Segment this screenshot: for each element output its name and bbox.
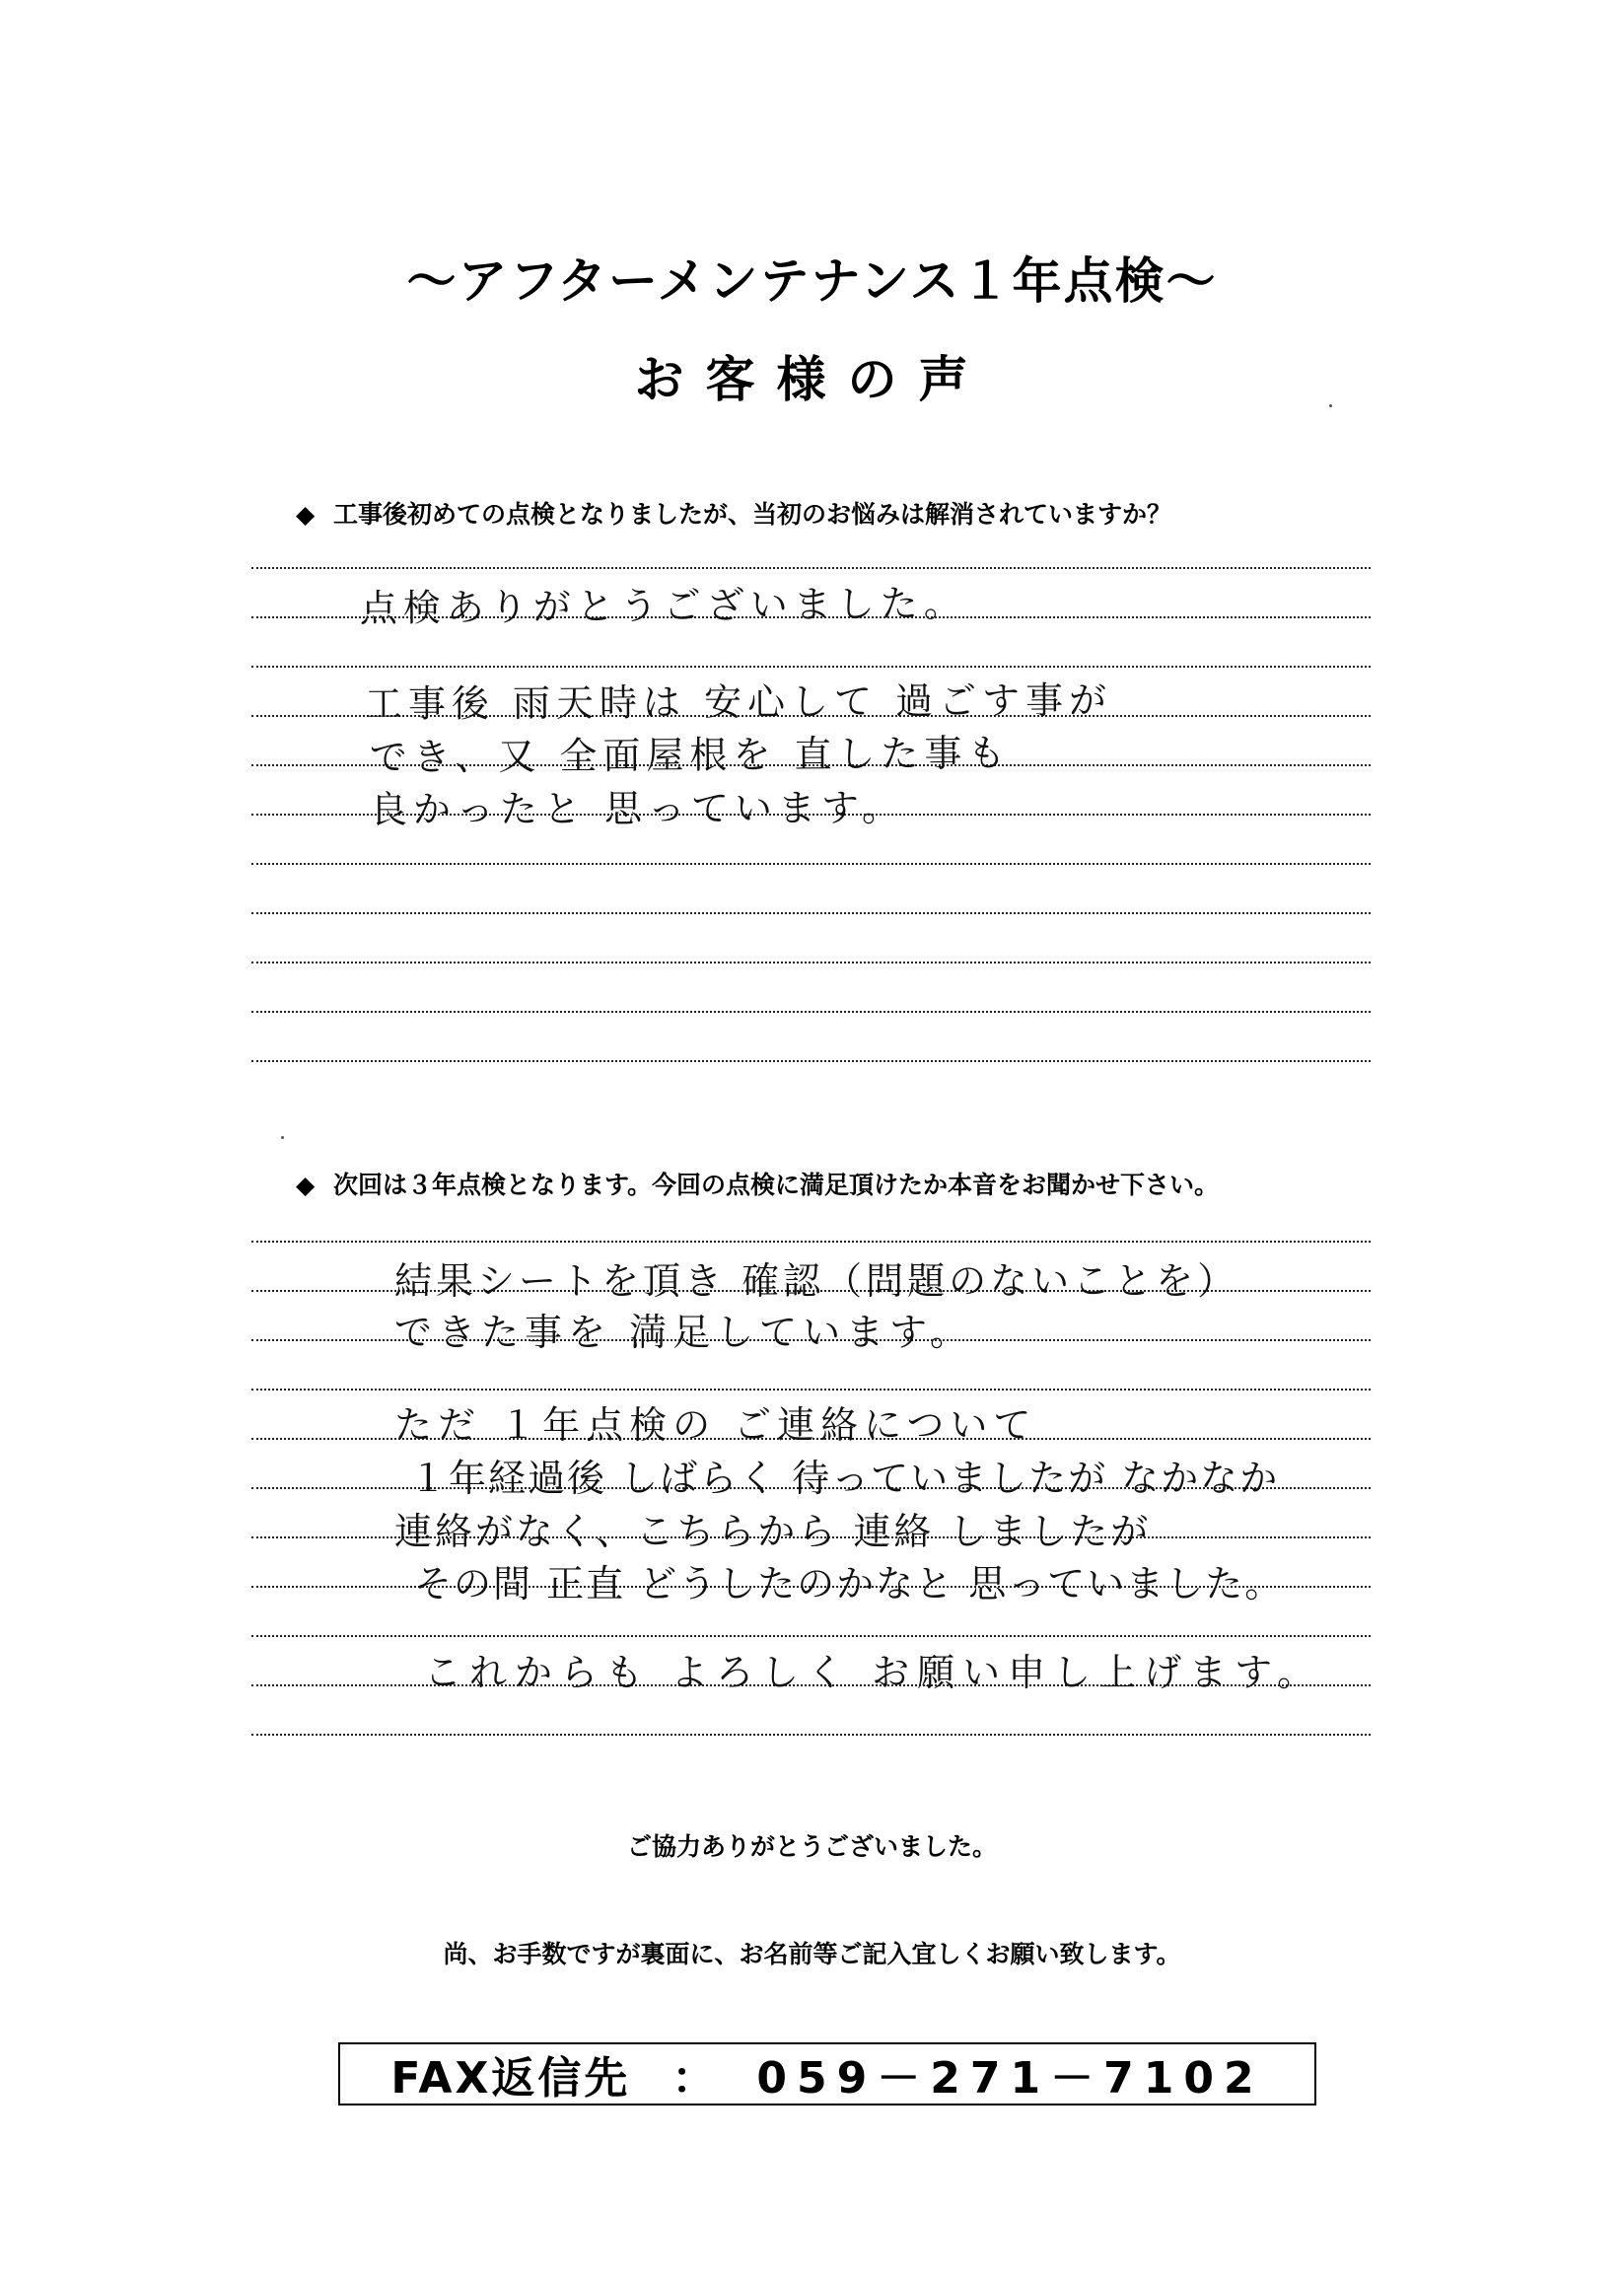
answer-2-line-7: これからも よろしく お願い申し上げます。 bbox=[424, 1651, 1323, 1694]
instruction-note: 尚、お手数ですが裏面に、お名前等ご記入宜しくお願い致します。 bbox=[443, 1940, 1181, 1968]
ruled-line bbox=[251, 666, 1371, 668]
answer-1-line-2: 工事後 雨天時は 安心して 過ごす事が bbox=[364, 678, 1113, 726]
form-subtitle: お客様の声 bbox=[634, 351, 990, 408]
form-title: 〜アフターメンテナンス１年点検〜 bbox=[406, 252, 1218, 310]
answer-1-line-4: 良かったと 思っています。 bbox=[369, 786, 906, 831]
fax-label: FAX返信先 bbox=[390, 2053, 631, 2104]
diamond-bullet-icon: ◆ bbox=[296, 500, 316, 529]
answer-2-line-5: 連絡がなく、こちらから 連絡 しましたが bbox=[394, 1510, 1152, 1553]
fax-separator: ： bbox=[671, 2053, 716, 2104]
ruled-line bbox=[251, 1389, 1371, 1391]
ruled-line bbox=[251, 567, 1371, 569]
ruled-line bbox=[251, 912, 1371, 914]
question-2-text: 次回は３年点検となります。今回の点検に満足頂けたか本音をお聞かせ下さい。 bbox=[333, 1171, 1220, 1199]
question-2 bbox=[296, 1166, 1219, 1201]
answer-2-line-3: ただ １年点検の ご連絡について bbox=[394, 1403, 1037, 1447]
ruled-line bbox=[251, 1635, 1371, 1637]
ruled-line bbox=[251, 1011, 1371, 1013]
question-1-text: 工事後初めての点検となりましたが、当初のお悩みは解消されていますか？ bbox=[333, 500, 1172, 529]
ruled-line bbox=[251, 1734, 1371, 1736]
scan-speck bbox=[1329, 404, 1332, 407]
answer-1-line-1: 点検ありがとうございました。 bbox=[359, 581, 967, 631]
answer-2-line-1: 結果シートを頂き 確認（問題のないことを） bbox=[394, 1259, 1239, 1303]
ruled-line bbox=[251, 1241, 1371, 1243]
fax-return-box bbox=[338, 2042, 1316, 2105]
question-1 bbox=[296, 495, 1171, 531]
scan-speck bbox=[281, 1136, 284, 1139]
fax-number: 059－271－7102 bbox=[756, 2053, 1264, 2104]
answer-1-line-3: でき、又 全面屋根を 直した事も bbox=[369, 731, 1012, 780]
thanks-message: ご協力ありがとうございました。 bbox=[626, 1832, 997, 1861]
diamond-bullet-icon: ◆ bbox=[296, 1171, 316, 1199]
answer-2-line-6: その間 正直 どうしたのかなと 思っていました。 bbox=[414, 1562, 1285, 1605]
answer-2-line-4: １年経過後 しばらく 待っていましたが なかなか bbox=[409, 1457, 1280, 1500]
answer-2-line-2: できた事を 満足しています。 bbox=[394, 1311, 974, 1354]
answer-1-lines bbox=[251, 567, 1371, 1119]
ruled-line bbox=[251, 1060, 1371, 1062]
ruled-line bbox=[251, 863, 1371, 865]
ruled-line bbox=[251, 962, 1371, 963]
